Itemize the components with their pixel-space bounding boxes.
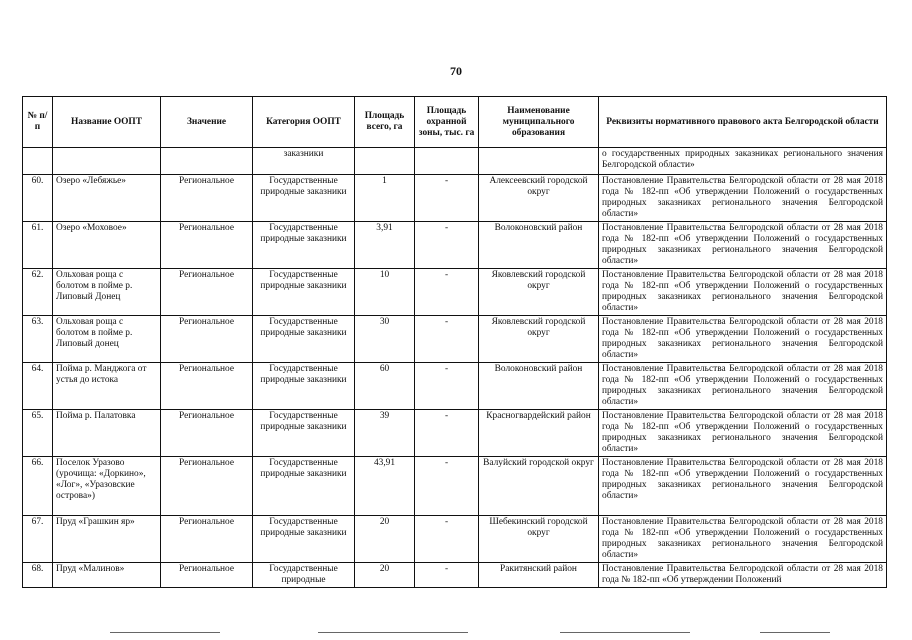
cell-name: Пруд «Грашкин яр» — [53, 516, 161, 563]
cell-num: 68. — [23, 563, 53, 588]
cell-act: Постановление Правительства Белгородской области от 28 мая 2018 года № 182-пп «Об утверждении Положений о государственных природных заказниках регионального значения Белгородской области» — [599, 410, 887, 457]
table-row-continuation — [23, 148, 887, 175]
cell-buffer: - — [415, 222, 479, 269]
cell-area: 20 — [355, 563, 415, 588]
cell-area: 10 — [355, 269, 415, 316]
cell-buffer: - — [415, 316, 479, 363]
cell-num: 63. — [23, 316, 53, 363]
cell-name: Пойма р. Палатовка — [53, 410, 161, 457]
cell-name: Озеро «Лебяжье» — [53, 175, 161, 222]
scan-footer-line — [318, 632, 468, 633]
cell-name — [53, 148, 161, 175]
cell-buffer: - — [415, 563, 479, 588]
cell-act: Постановление Правительства Белгородской области от 28 мая 2018 года № 182-пп «Об утверждении Положений о государственных природных заказниках регионального значения Белгородской области» — [599, 222, 887, 269]
cell-buffer: - — [415, 363, 479, 410]
cell-act: Постановление Правительства Белгородской области от 28 мая 2018 года № 182-пп «Об утверждении Положений о государственных природных заказниках регионального значения Белгородской области» — [599, 269, 887, 316]
cell-municipality: Ракитянский район — [479, 563, 599, 588]
cell-buffer: - — [415, 175, 479, 222]
table-row — [23, 269, 887, 316]
cell-value: Региональное — [161, 410, 253, 457]
scan-footer-line — [110, 632, 220, 633]
cell-num: 61. — [23, 222, 53, 269]
cell-buffer — [415, 148, 479, 175]
cell-buffer: - — [415, 457, 479, 516]
table-body — [23, 148, 887, 588]
cell-value: Региональное — [161, 363, 253, 410]
cell-municipality: Валуйский городской округ — [479, 457, 599, 516]
cell-buffer: - — [415, 269, 479, 316]
cell-buffer: - — [415, 516, 479, 563]
cell-num — [23, 148, 53, 175]
cell-category: Государственные природные заказники — [253, 222, 355, 269]
header-num: № п/п — [23, 97, 53, 148]
cell-name: Ольховая роща с болотом в пойме р. Липовый донец — [53, 316, 161, 363]
cell-num: 62. — [23, 269, 53, 316]
header-municipality: Наименование муниципального образования — [479, 97, 599, 148]
table-row-partial — [23, 563, 887, 588]
cell-category: Государственные природные заказники — [253, 410, 355, 457]
cell-category: Государственные природные заказники — [253, 316, 355, 363]
cell-act: о государственных природных заказниках регионального значения Белгородской области» — [599, 148, 887, 175]
header-area: Площадь всего, га — [355, 97, 415, 148]
cell-area: 20 — [355, 516, 415, 563]
cell-category: Государственные природные заказники — [253, 516, 355, 563]
cell-municipality: Алексеевский городской округ — [479, 175, 599, 222]
cell-num: 60. — [23, 175, 53, 222]
cell-category: Государственные природные — [253, 563, 355, 588]
cell-category: заказники — [253, 148, 355, 175]
cell-value — [161, 148, 253, 175]
cell-area: 3,91 — [355, 222, 415, 269]
header-name: Название ООПТ — [53, 97, 161, 148]
cell-area — [355, 148, 415, 175]
cell-num: 64. — [23, 363, 53, 410]
cell-municipality: Красногвардейский район — [479, 410, 599, 457]
table-header-row — [23, 97, 887, 148]
cell-name: Пойма р. Манджога от устья до истока — [53, 363, 161, 410]
cell-act: Постановление Правительства Белгородской области от 28 мая 2018 года № 182-пп «Об утверждении Положений о государственных природных заказниках регионального значения Белгородской области» — [599, 363, 887, 410]
cell-municipality — [479, 148, 599, 175]
header-category: Категория ООПТ — [253, 97, 355, 148]
cell-value: Региональное — [161, 563, 253, 588]
cell-value: Региональное — [161, 222, 253, 269]
cell-category: Государственные природные заказники — [253, 363, 355, 410]
cell-buffer: - — [415, 410, 479, 457]
cell-area: 39 — [355, 410, 415, 457]
table-row — [23, 457, 887, 516]
cell-act: Постановление Правительства Белгородской области от 28 мая 2018 года № 182-пп «Об утверждении Положений — [599, 563, 887, 588]
header-legal-act: Реквизиты нормативного правового акта Белгородской области — [599, 97, 887, 148]
scan-footer-line — [760, 632, 830, 633]
cell-name: Пруд «Малинов» — [53, 563, 161, 588]
table-row — [23, 410, 887, 457]
table-row — [23, 222, 887, 269]
cell-municipality: Волоконовский район — [479, 222, 599, 269]
cell-municipality: Яковлевский городской округ — [479, 269, 599, 316]
header-buffer-area: Площадь охранной зоны, тыс. га — [415, 97, 479, 148]
cell-area: 60 — [355, 363, 415, 410]
cell-name: Озеро «Моховое» — [53, 222, 161, 269]
table-row — [23, 516, 887, 563]
cell-num: 65. — [23, 410, 53, 457]
cell-area: 1 — [355, 175, 415, 222]
cell-category: Государственные природные заказники — [253, 457, 355, 516]
cell-act: Постановление Правительства Белгородской области от 28 мая 2018 года № 182-пп «Об утверждении Положений о государственных природных заказниках регионального значения Белгородской области» — [599, 516, 887, 563]
cell-category: Государственные природные заказники — [253, 175, 355, 222]
cell-area: 43,91 — [355, 457, 415, 516]
cell-area: 30 — [355, 316, 415, 363]
header-value: Значение — [161, 97, 253, 148]
cell-municipality: Волоконовский район — [479, 363, 599, 410]
oopt-table — [22, 96, 887, 588]
table-row — [23, 316, 887, 363]
cell-num: 66. — [23, 457, 53, 516]
cell-act: Постановление Правительства Белгородской области от 28 мая 2018 года № 182-пп «Об утверждении Положений о государственных природных заказниках регионального значения Белгородской области» — [599, 457, 887, 516]
cell-act: Постановление Правительства Белгородской области от 28 мая 2018 года № 182-пп «Об утверждении Положений о государственных природных заказниках регионального значения Белгородской области» — [599, 316, 887, 363]
cell-category: Государственные природные заказники — [253, 269, 355, 316]
cell-value: Региональное — [161, 457, 253, 516]
cell-name: Поселок Уразово (урочища: «Доркино», «Лог», «Уразовские острова») — [53, 457, 161, 516]
cell-value: Региональное — [161, 175, 253, 222]
cell-act: Постановление Правительства Белгородской области от 28 мая 2018 года № 182-пп «Об утверждении Положений о государственных природных заказниках регионального значения Белгородской области» — [599, 175, 887, 222]
cell-municipality: Шебекинский городской округ — [479, 516, 599, 563]
table-row — [23, 175, 887, 222]
cell-value: Региональное — [161, 316, 253, 363]
page-number: 70 — [450, 64, 462, 78]
cell-value: Региональное — [161, 516, 253, 563]
cell-name: Ольховая роща с болотом в пойме р. Липовый Донец — [53, 269, 161, 316]
cell-value: Региональное — [161, 269, 253, 316]
cell-municipality: Яковлевский городской округ — [479, 316, 599, 363]
scan-footer-line — [560, 632, 690, 633]
cell-num: 67. — [23, 516, 53, 563]
table-row — [23, 363, 887, 410]
